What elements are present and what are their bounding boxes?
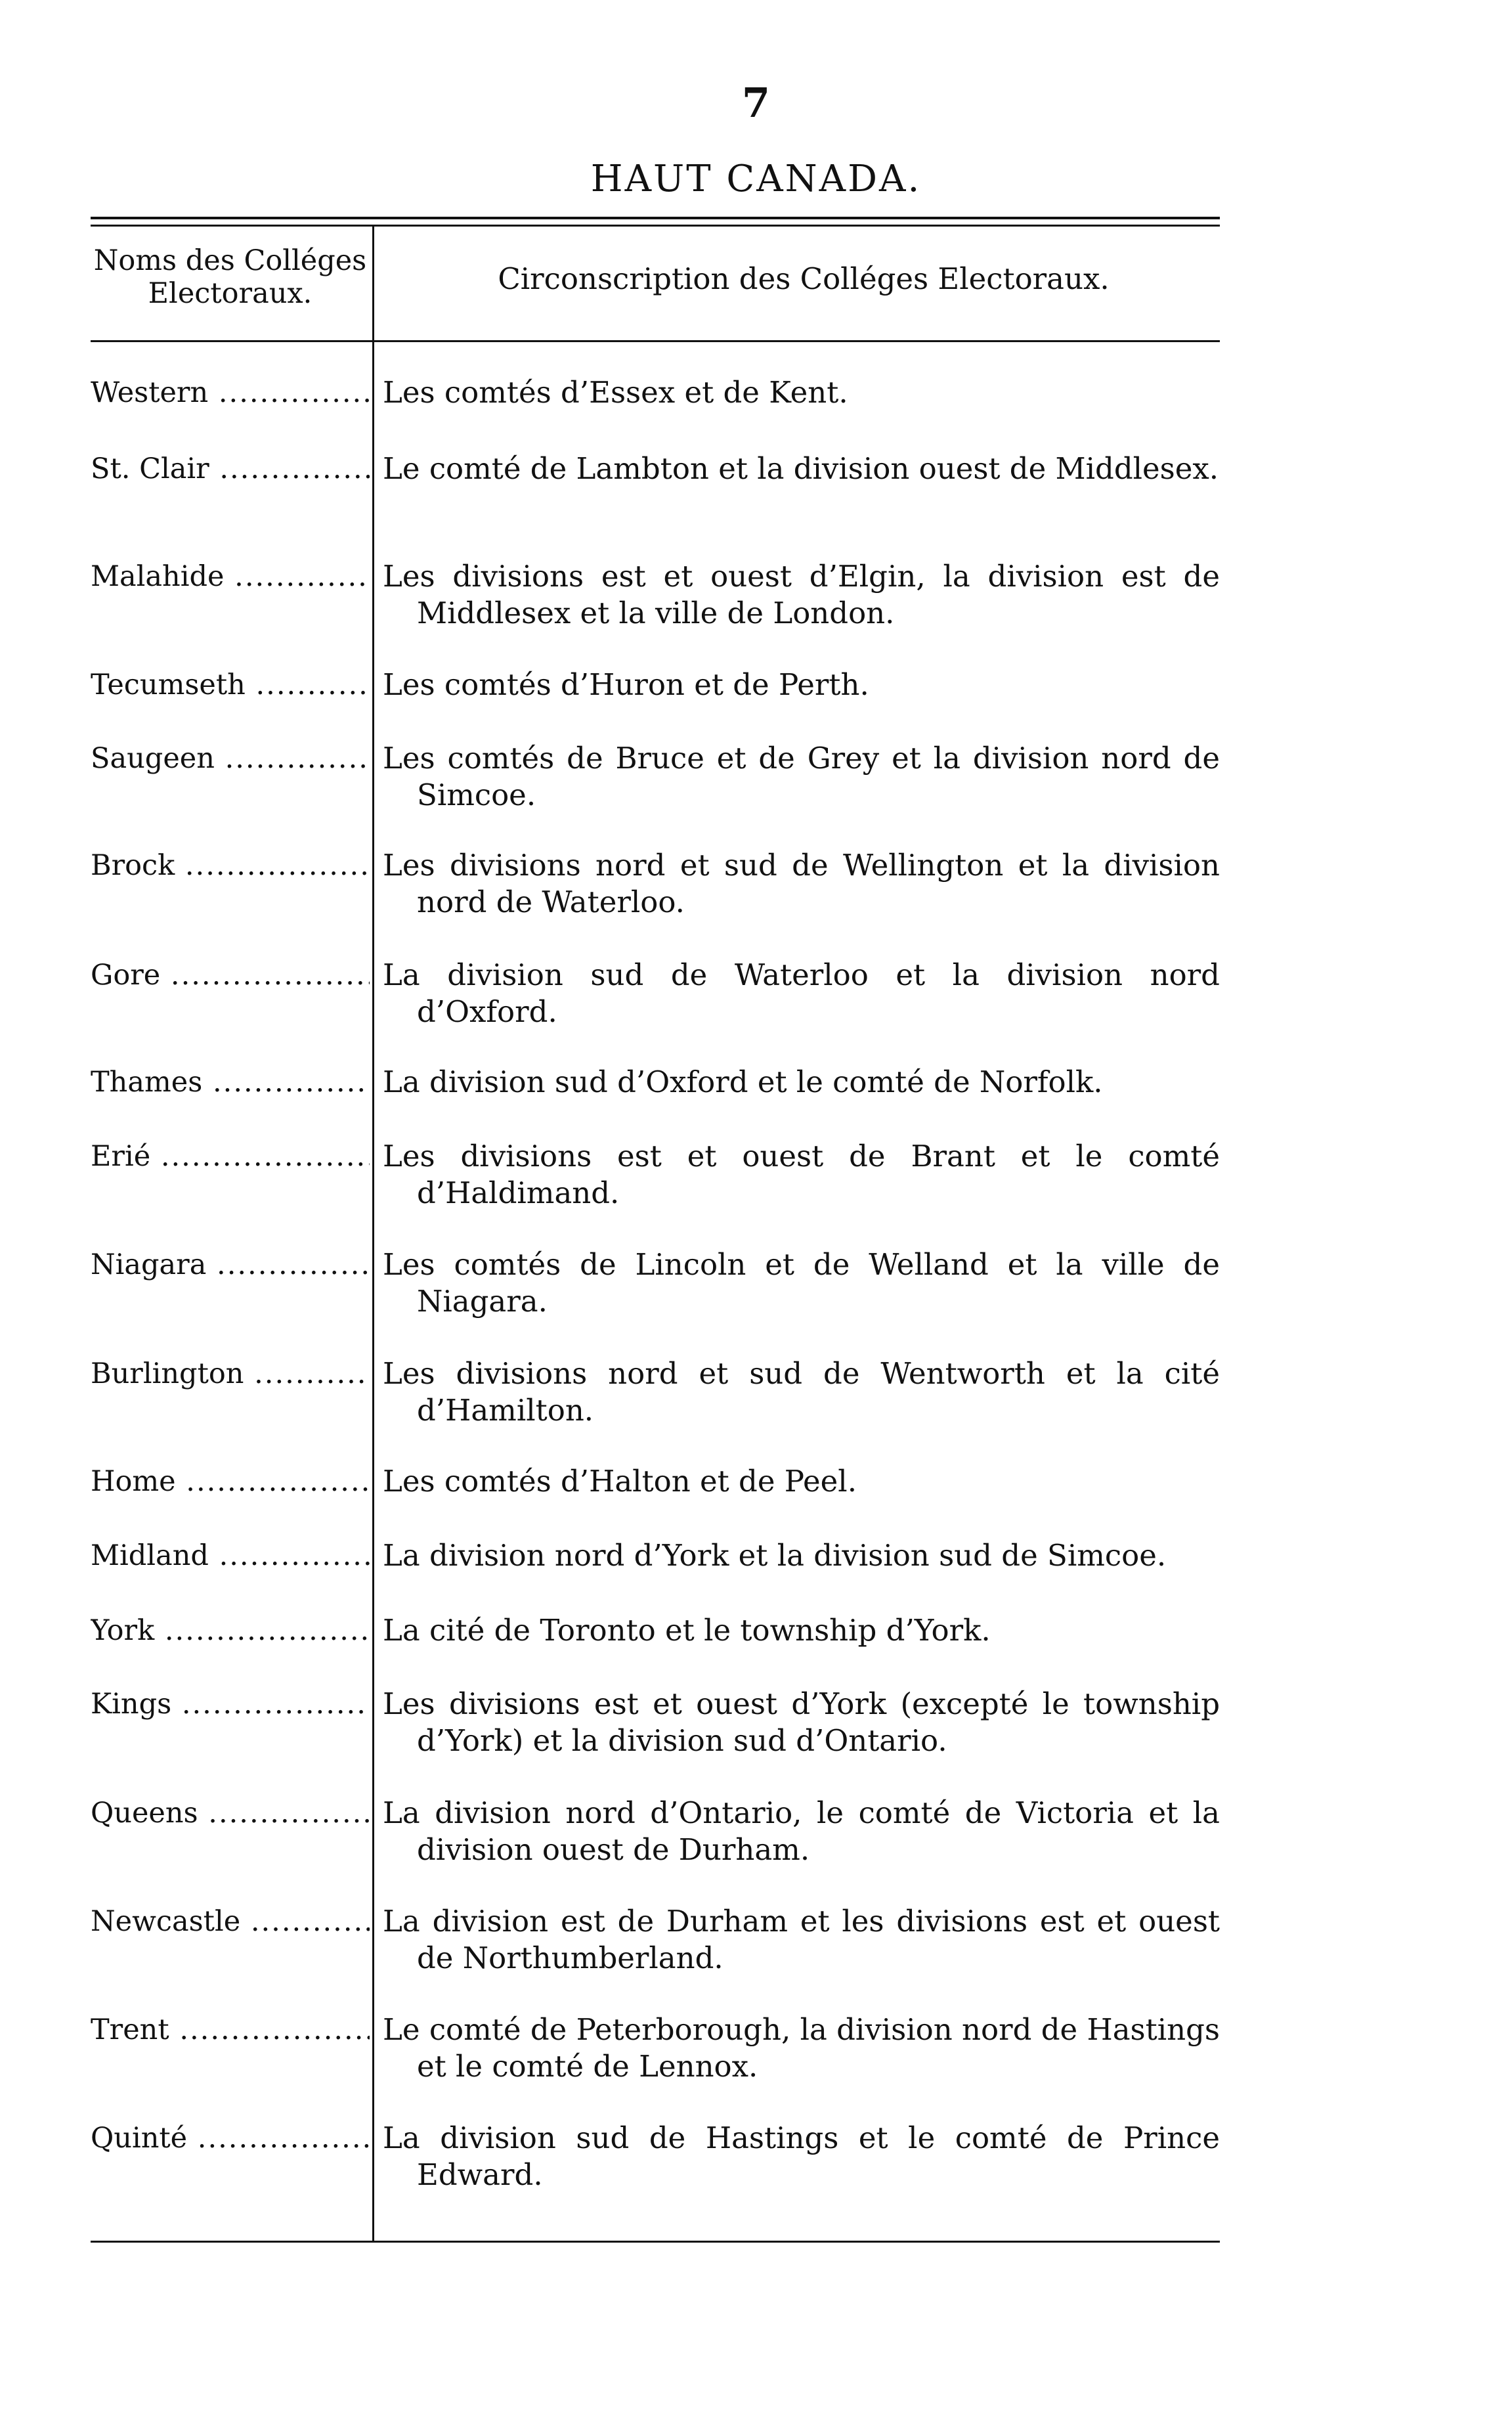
college-description: La division sud d’Oxford et le comté de Norfolk.	[383, 1065, 1103, 1099]
college-name: Newcastle .....	[91, 1903, 370, 1940]
column-header-college-names: Noms des Colléges Electoraux.	[93, 244, 367, 310]
bottom-rule	[91, 2241, 1220, 2243]
college-description: La division nord d’York et la division sud de Simcoe.	[383, 1538, 1167, 1573]
college-description: Les comtés d’Essex et de Kent.	[383, 375, 848, 410]
college-name: Tecumseth .....	[91, 667, 370, 703]
college-name: Erié .....	[91, 1138, 370, 1175]
college-description: Les comtés d’Huron et de Perth.	[383, 667, 869, 702]
college-description: Les comtés d’Halton et de Peel.	[383, 1464, 857, 1499]
college-name: York .....	[91, 1612, 370, 1649]
college-name: Home .....	[91, 1463, 370, 1500]
college-name: Gore .....	[91, 957, 370, 994]
college-name: Midland .....	[91, 1537, 370, 1574]
college-name: Kings .....	[91, 1686, 370, 1723]
college-description: Les divisions est et ouest de Brant et le comté d’Haldimand.	[383, 1139, 1220, 1210]
college-name: Saugeen .....	[91, 740, 370, 777]
college-description: Les divisions nord et sud de Wellington et la division nord de Waterloo.	[383, 848, 1220, 919]
college-name: St. Clair .....	[91, 450, 370, 487]
college-description: Les divisions est et ouest d’Elgin, la division est de Middlesex et la ville de London.	[383, 559, 1220, 630]
college-name: Trent .....	[91, 2011, 370, 2048]
college-description: Les divisions nord et sud de Wentworth et la cité d’Hamilton.	[383, 1356, 1220, 1428]
column-divider	[372, 227, 374, 2241]
page-title: HAUT CANADA.	[590, 158, 922, 200]
college-name: Western .....	[91, 374, 370, 411]
header-rule	[91, 340, 1220, 342]
top-rule	[91, 217, 1220, 219]
college-description: La division sud de Hastings et le comté de Prince Edward.	[383, 2120, 1220, 2192]
college-name: Burlington .....	[91, 1355, 370, 1392]
top-rule-secondary	[91, 225, 1220, 227]
college-description: La division est de Durham et les divisions est et ouest de Northumberland.	[383, 1904, 1220, 1975]
college-description: La division nord d’Ontario, le comté de Victoria et la division ouest de Durham.	[383, 1795, 1220, 1867]
column-header-circonscription: Circonscription des Colléges Electoraux.	[498, 261, 1110, 296]
college-name: Quinté .....	[91, 2120, 370, 2157]
college-name: Brock .....	[91, 847, 370, 884]
college-name: Malahide .....	[91, 558, 370, 595]
college-description: Le comté de Lambton et la division ouest de Middlesex.	[383, 451, 1219, 486]
college-name: Niagara .....	[91, 1246, 370, 1283]
college-name: Queens .....	[91, 1795, 370, 1832]
college-description: Le comté de Peterborough, la division nord de Hastings et le comté de Lennox.	[383, 2012, 1220, 2084]
college-description: Les comtés de Bruce et de Grey et la division nord de Simcoe.	[383, 741, 1220, 812]
college-description: La division sud de Waterloo et la division nord d’Oxford.	[383, 957, 1220, 1029]
college-description: Les comtés de Lincoln et de Welland et la ville de Niagara.	[383, 1247, 1220, 1319]
college-name: Thames .....	[91, 1064, 370, 1101]
college-description: La cité de Toronto et le township d’York.	[383, 1613, 991, 1648]
page-number: 7	[741, 79, 771, 127]
college-description: Les divisions est et ouest d’York (excepté le township d’York) et la division sud d’Ontario.	[383, 1686, 1220, 1758]
